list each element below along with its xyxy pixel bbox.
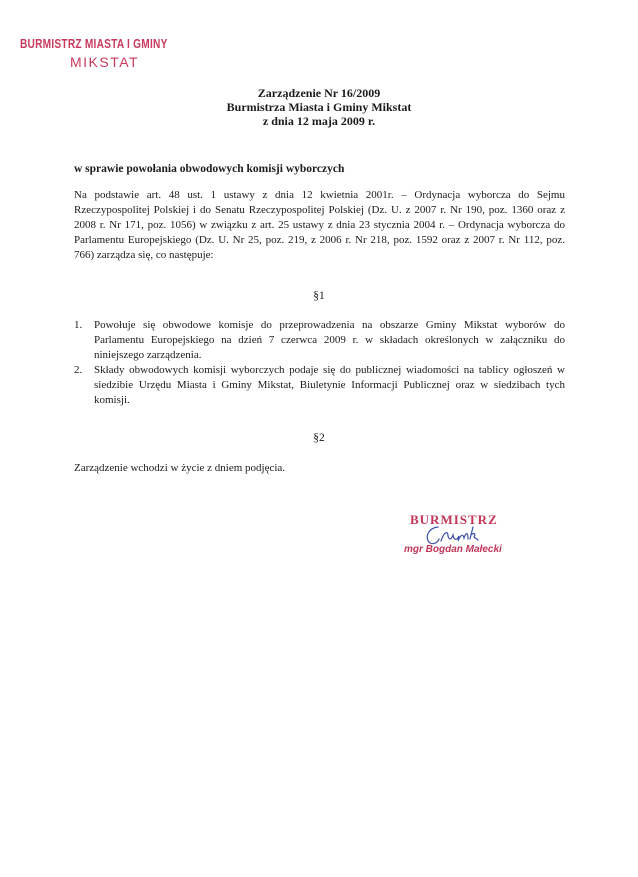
section-1-mark: §1 <box>313 290 325 302</box>
office-stamp <box>20 36 220 70</box>
title-line-2: Burmistrza Miasta i Gminy Mikstat <box>226 100 412 114</box>
closing-statement: Zarządzenie wchodzi w życie z dniem podjęcia. <box>74 462 286 474</box>
list-item-number: 1. <box>74 319 83 331</box>
document-title <box>0 86 638 128</box>
list-item <box>74 318 565 363</box>
signature-title: BURMISTRZ <box>410 512 498 527</box>
legal-basis-paragraph: Na podstawie art. 48 ust. 1 ustawy z dnia 12 kwietnia 2001r. – Ordynacja wyborcza do Sejmu Rzeczypospolitej Polskiej i do Senatu Rzeczypospolitej Polskiej (Dz. U. z 2007 r. Nr 190, poz. 1360 oraz z 2008 r. Nr 171, poz. 1056) w związku z art. 25 ustawy z dnia 23 stycznia 2004 r. – Ordynacja wyborcza do Parlamentu Europejskiego (Dz. U. Nr 25, poz. 219, z 2006 r. Nr 218, poz. 1592 oraz z 2007 r. Nr 112, poz. 766) zarządza się, co następuje: <box>74 189 565 261</box>
stamp-line-2: MIKSTAT <box>70 54 140 70</box>
list-item <box>74 363 565 408</box>
document-subject: w sprawie powołania obwodowych komisji wyborczych <box>74 163 345 175</box>
title-line-1: Zarządzenie Nr 16/2009 <box>257 86 381 100</box>
stamp-line-1: BURMISTRZ MIASTA I GMINY <box>20 36 168 51</box>
list-item-text: Powołuje się obwodowe komisje do przeprowadzenia na obszarze Gminy Mikstat wyborów do Parlamentu Europejskiego na dzień 7 czerwca 2009 r. w składach określonych w załączniku do niniejszego zarządzenia. <box>94 319 565 361</box>
list-item-number: 2. <box>74 364 83 376</box>
list-item-text: Składy obwodowych komisji wyborczych podaje się do publicznej wiadomości na tablicy ogłoszeń w siedzibie Urzędu Miasta i Gminy Mikstat, Biuletynie Informacji Publicznej oraz w siedzibach tych komisji. <box>94 364 565 406</box>
section-2-mark: §2 <box>313 432 325 444</box>
section-1-list <box>74 318 565 408</box>
signatory-name: mgr Bogdan Małecki <box>404 544 502 555</box>
title-line-3: z dnia 12 maja 2009 r. <box>262 114 376 128</box>
signature-block <box>404 512 534 555</box>
